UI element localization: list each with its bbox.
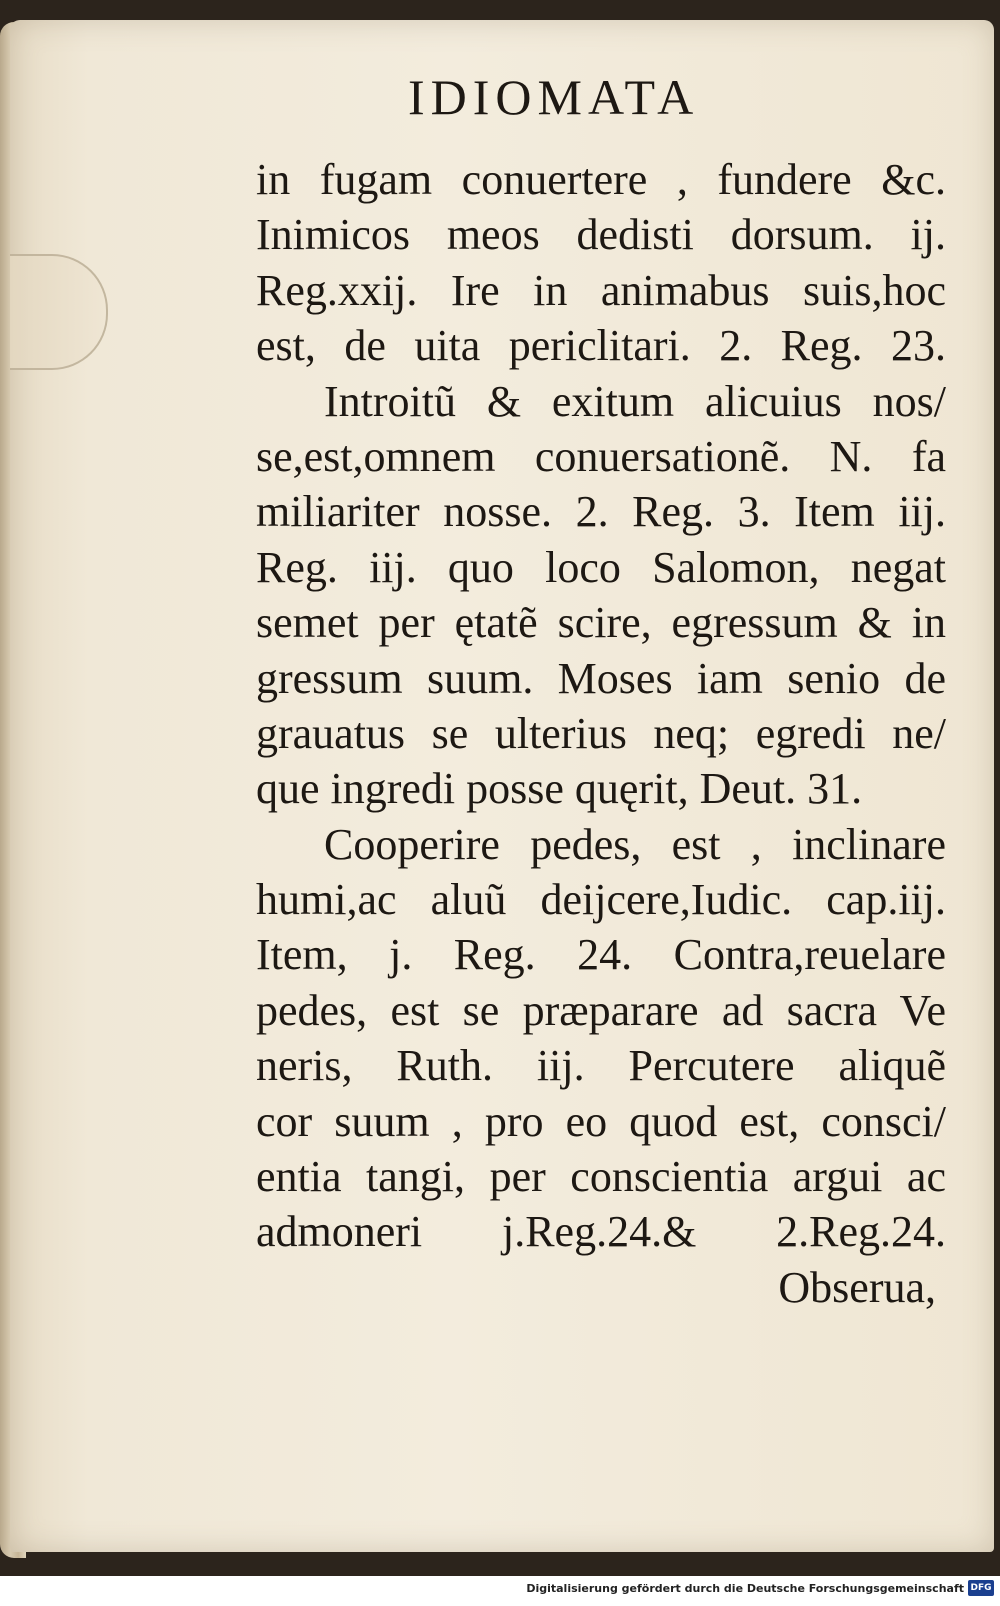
text-line: Reg.xxij. Ire in animabus suis,hoc [256, 265, 946, 315]
digitization-credit: Digitalisierung gefördert durch die Deutsche Forschungsgemeinschaft [526, 1582, 964, 1595]
text-line: est, de uita periclitari. 2. Reg. 23. [256, 321, 946, 371]
text-line: miliariter nosse. 2. Reg. 3. Item iij. [256, 487, 946, 537]
text-line: Item, j. Reg. 24. Contra,reuelare [256, 930, 946, 980]
text-line: Introitũ & exitum alicuius nos/ [324, 376, 946, 426]
text-line: cor suum , pro eo quod est, consci/ [256, 1096, 946, 1146]
text-line: neris, Ruth. iij. Percutere aliquẽ [256, 1041, 946, 1091]
text-line: se,est,omnem conuersationẽ. N. fa [256, 431, 946, 481]
running-head: IDIOMATA [408, 69, 700, 125]
text-line: gressum suum. Moses iam senio de [256, 653, 946, 703]
text-line: in fugam conuertere , fundere &c. [256, 155, 946, 204]
text-line: pedes, est se præparare ad sacra Ve [256, 985, 946, 1035]
dfg-logo: DFG [968, 1580, 994, 1596]
text-line: semet per ętatẽ scire, egressum & in [256, 598, 946, 648]
page-tab-marker [10, 254, 108, 370]
text-line: grauatus se ulterius neq; egredi ne/ [256, 708, 946, 758]
text-line: Inimicos meos dedisti dorsum. ij. [256, 210, 946, 260]
text-line: admoneri j.Reg.24.& 2.Reg.24. [256, 1207, 946, 1257]
catchword: Obserua, [778, 1262, 936, 1312]
text-line: entia tangi, per conscientia argui ac [256, 1152, 946, 1202]
text-line: que ingredi posse quęrit, Deut. 31. [256, 764, 863, 814]
body-text [256, 152, 946, 1315]
text-line: Reg. iij. quo loco Salomon, negat [256, 542, 946, 592]
text-line: humi,ac aluũ deijcere,Iudic. cap.iij. [256, 875, 946, 925]
text-line: Cooperire pedes, est , inclinare [324, 819, 946, 869]
